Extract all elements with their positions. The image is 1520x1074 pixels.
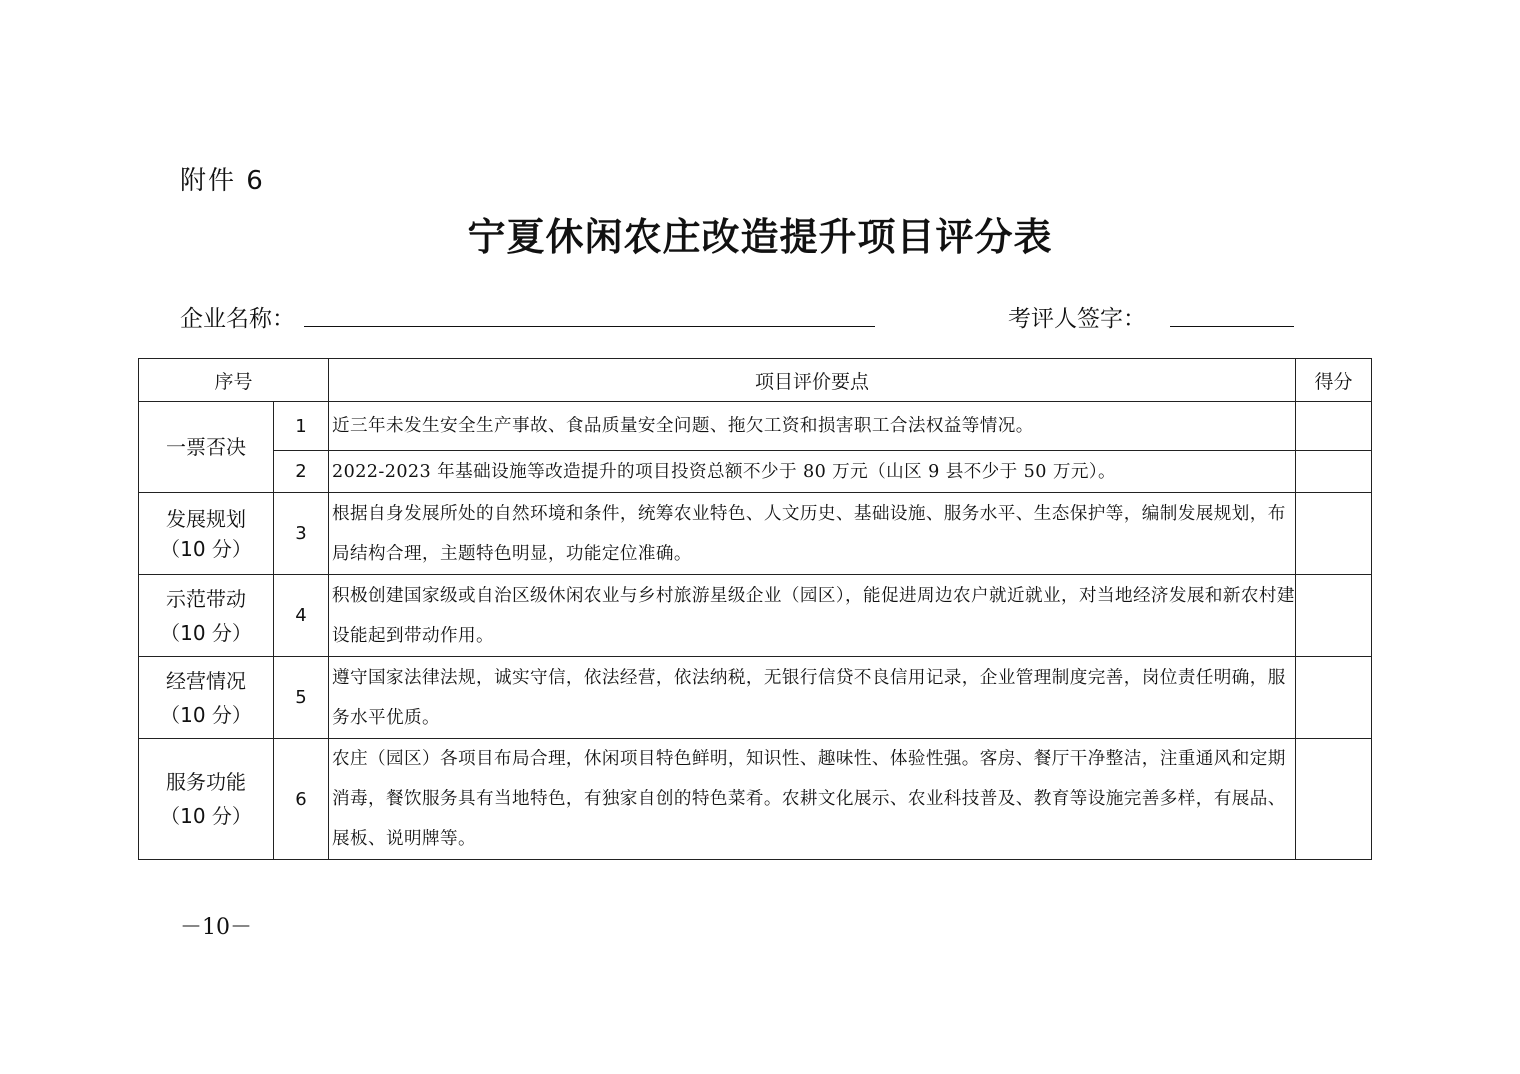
row-number: 1 [274,402,329,451]
row-description: 根据自身发展所处的自然环境和条件，统筹农业特色、人文历史、基础设施、服务水平、生态保护等，编制发展规划，布局结构合理，主题特色明显，功能定位准确。 [329,493,1296,575]
row-number: 6 [274,739,329,860]
reviewer-signature-label: 考评人签字： [1008,306,1146,332]
category-name: 示范带动 [166,586,246,611]
row-number: 4 [274,575,329,657]
row-description: 近三年未发生安全生产事故、食品质量安全问题、拖欠工资和损害职工合法权益等情况。 [329,402,1296,451]
category-points: （10 分） [160,620,252,645]
table-row [139,451,1372,493]
score-cell[interactable] [1296,657,1372,739]
table-row [139,657,1372,739]
table-row [139,575,1372,657]
category-cell [139,575,274,657]
row-description: 2022-2023 年基础设施等改造提升的项目投资总额不少于 80 万元（山区 9 县不少于 50 万元）。 [329,451,1296,493]
table-row [139,493,1372,575]
company-name-blank[interactable] [304,326,875,327]
row-description: 积极创建国家级或自治区级休闲农业与乡村旅游星级企业（园区），能促进周边农户就近就业，对当地经济发展和新农村建设能起到带动作用。 [329,575,1296,657]
row-description: 遵守国家法律法规，诚实守信，依法经营，依法纳税，无银行信贷不良信用记录，企业管理制度完善，岗位责任明确，服务水平优质。 [329,657,1296,739]
company-name-label: 企业名称： [180,306,295,332]
score-cell[interactable] [1296,402,1372,451]
score-cell[interactable] [1296,493,1372,575]
row-number: 2 [274,451,329,493]
signature-fields [180,298,1300,332]
header-points: 项目评价要点 [329,359,1296,402]
reviewer-signature-blank[interactable] [1170,326,1294,327]
veto-category: 一票否决 [139,402,274,493]
header-score: 得分 [1296,359,1372,402]
table-row [139,739,1372,860]
category-points: （10 分） [160,804,252,828]
page-title: 宁夏休闲农庄改造提升项目评分表 [467,214,1053,259]
category-points: （10 分） [160,536,252,561]
category-name: 服务功能 [166,770,246,794]
category-cell [139,493,274,575]
header-seq: 序号 [139,359,329,402]
score-cell[interactable] [1296,451,1372,493]
page-number: －10－ [180,915,252,940]
table-row [139,402,1372,451]
category-cell [139,739,274,860]
row-number: 3 [274,493,329,575]
scoring-table [138,358,1372,860]
category-cell [139,657,274,739]
score-cell[interactable] [1296,739,1372,860]
attachment-label: 附件 6 [180,166,265,196]
category-name: 发展规划 [166,506,246,531]
row-number: 5 [274,657,329,739]
table-header-row [139,359,1372,402]
category-points: （10 分） [160,702,252,727]
row-description: 农庄（园区）各项目布局合理，休闲项目特色鲜明，知识性、趣味性、体验性强。客房、餐厅干净整洁，注重通风和定期消毒，餐饮服务具有当地特色，有独家自创的特色菜肴。农耕文化展示、农业科技普及、教育等设施完善多样，有展品、展板、说明牌等。 [329,739,1296,860]
score-cell[interactable] [1296,575,1372,657]
category-name: 经营情况 [166,668,246,693]
